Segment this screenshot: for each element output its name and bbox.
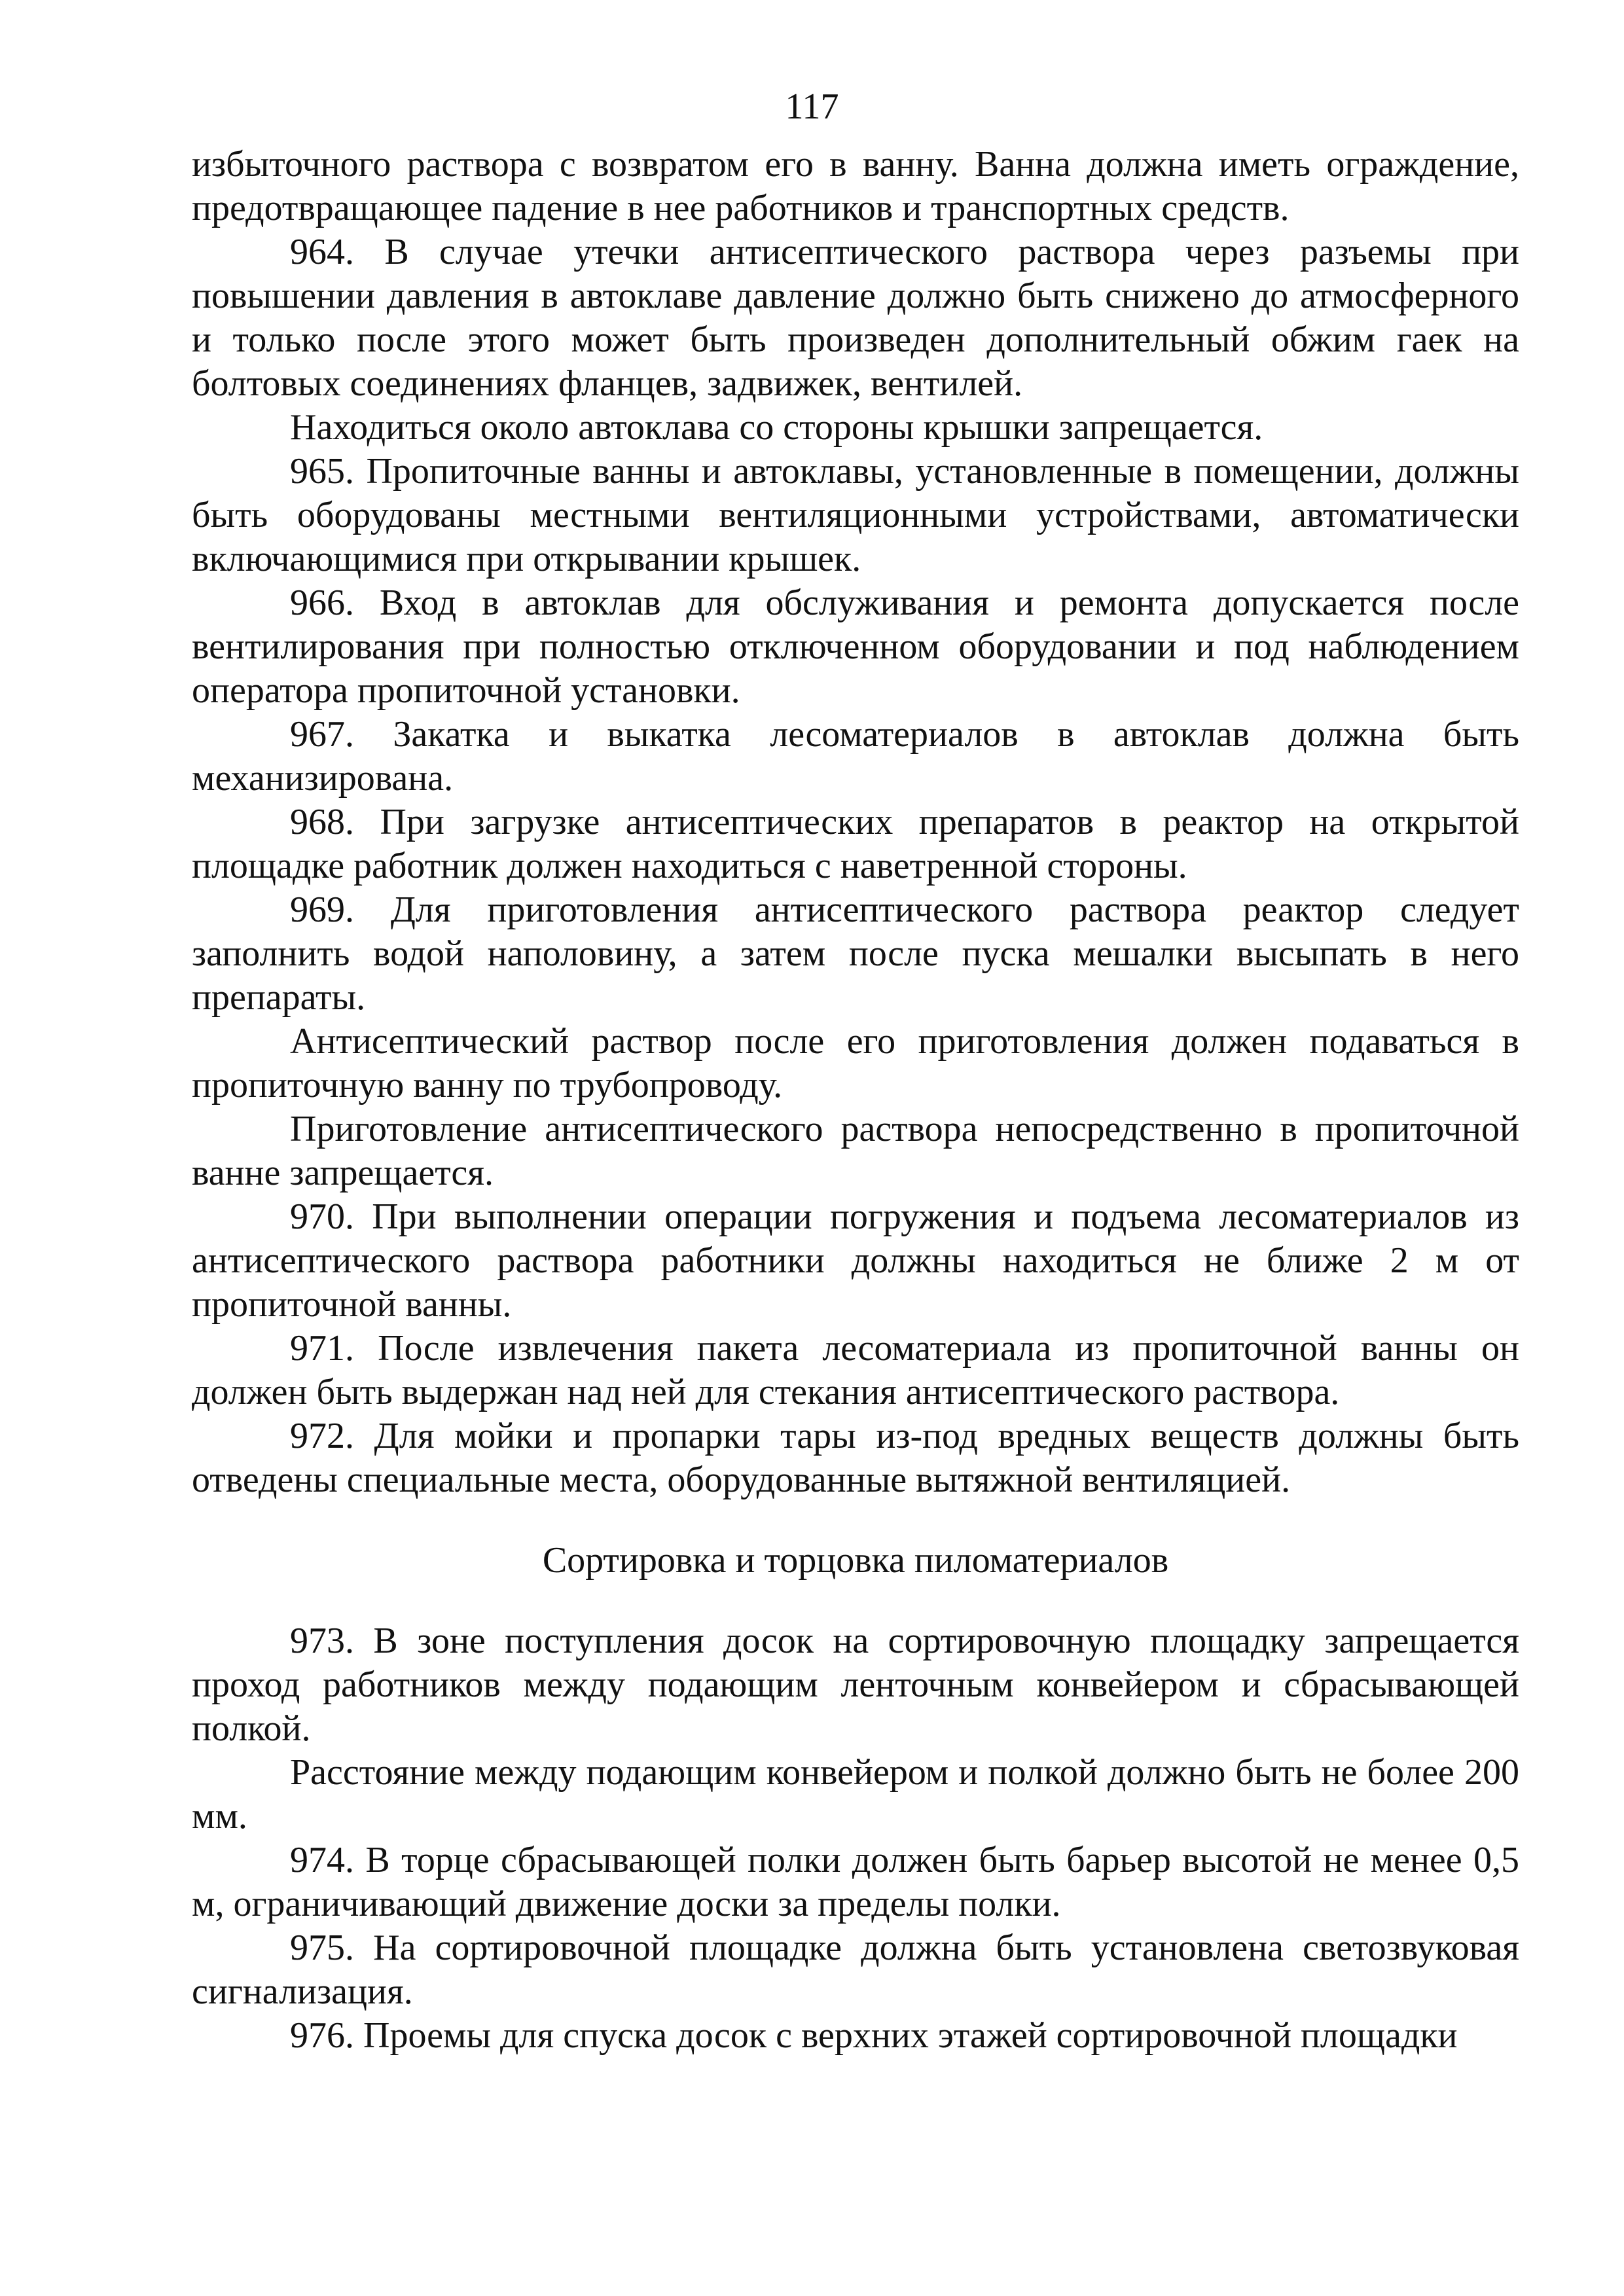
paragraph-967: 967. Закатка и выкатка лесоматериалов в автоклав должна быть механизирована. [192, 714, 1519, 798]
paragraph-973-note: Расстояние между подающим конвейером и полкой должно быть не более 200 мм. [192, 1752, 1519, 1837]
paragraph-966: 966. Вход в автоклав для обслуживания и ремонта допускается после вентилирования при полностью отключенном оборудовании и под наблюдением оператора пропиточной установки. [192, 583, 1519, 711]
paragraph-970: 970. При выполнении операции погружения и подъема лесоматериалов из антисептического раствора работники должны находиться не ближе 2 м от пропиточной ванны. [192, 1196, 1519, 1325]
paragraph-969: 969. Для приготовления антисептического раствора реактор следует заполнить водой наполовину, а затем после пуска мешалки высыпать в него препараты. [192, 889, 1519, 1018]
paragraph-continuation: избыточного раствора с возвратом его в ванну. Ванна должна иметь ограждение, предотвращающее падение в нее работников и транспортных средств. [192, 144, 1519, 228]
paragraph-969-note-1: Антисептический раствор после его приготовления должен подаваться в пропиточную ванну по трубопроводу. [192, 1021, 1519, 1105]
paragraph-964-note: Находиться около автоклава со стороны крышки запрещается. [290, 407, 1263, 448]
document-body [192, 143, 1519, 2058]
paragraph-965: 965. Пропиточные ванны и автоклавы, установленные в помещении, должны быть оборудованы местными вентиляционными устройствами, автоматически включающимися при открывании крышек. [192, 451, 1519, 579]
paragraph-964: 964. В случае утечки антисептического раствора через разъемы при повышении давления в автоклаве давление должно быть снижено до атмосферного и только после этого может быть произведен дополнительный обжим гаек на болтовых соединениях фланцев, задвижек, вентилей. [192, 232, 1519, 404]
paragraph-975: 975. На сортировочной площадке должна быть установлена светозвуковая сигнализация. [192, 1928, 1519, 2012]
section-heading: Сортировка и торцовка пиломатериалов [542, 1540, 1169, 1581]
paragraph-976: 976. Проемы для спуска досок с верхних этажей сортировочной площадки [290, 2015, 1458, 2056]
paragraph-974: 974. В торце сбрасывающей полки должен быть барьер высотой не менее 0,5 м, ограничивающий движение доски за пределы полки. [192, 1840, 1519, 1924]
page-number: 117 [785, 86, 839, 127]
paragraph-969-note-2: Приготовление антисептического раствора непосредственно в пропиточной ванне запрещается. [192, 1109, 1519, 1193]
paragraph-971: 971. После извлечения пакета лесоматериала из пропиточной ванны он должен быть выдержан над ней для стекания антисептического раствора. [192, 1328, 1519, 1412]
paragraph-968: 968. При загрузке антисептических препаратов в реактор на открытой площадке работник должен находиться с наветренной стороны. [192, 802, 1519, 886]
paragraph-972: 972. Для мойки и пропарки тары из-под вредных веществ должны быть отведены специальные места, оборудованные вытяжной вентиляцией. [192, 1416, 1519, 1500]
paragraph-973: 973. В зоне поступления досок на сортировочную площадку запрещается проход работников между подающим ленточным конвейером и сбрасывающей полкой. [192, 1621, 1519, 1749]
